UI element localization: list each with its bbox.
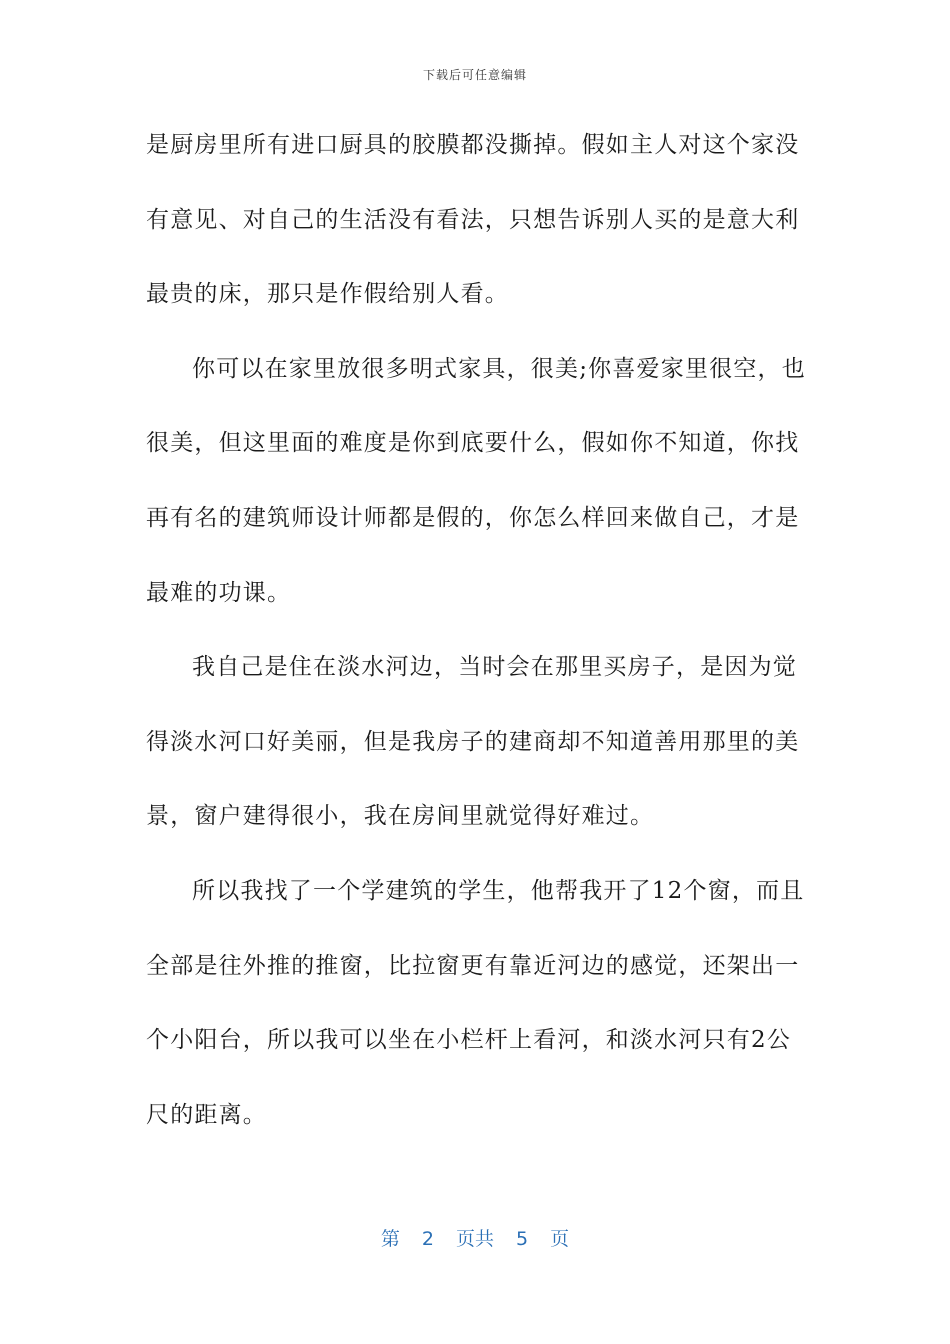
- paragraph-4: [146, 854, 806, 1152]
- text-line: 你可以在家里放很多明式家具，很美;你喜爱家里很空，也: [192, 355, 806, 382]
- text-line: 尺的距离。: [146, 1101, 267, 1128]
- text-line: 最难的功课。: [146, 579, 292, 606]
- text-line: 个小阳台，所以我可以坐在小栏杆上看河，和淡水河只有2公: [146, 1027, 792, 1054]
- paragraph-2: [146, 332, 806, 630]
- page-label-prefix: 第: [380, 1228, 400, 1250]
- paragraph-3: [146, 630, 806, 854]
- current-page-number: 2: [421, 1228, 434, 1250]
- document-body: [146, 108, 806, 1152]
- text-line: 所以我找了一个学建筑的学生，他帮我开了12个窗，而且: [192, 877, 805, 904]
- page-label-mid: 页共: [455, 1228, 494, 1250]
- text-line: 景，窗户建得很小，我在房间里就觉得好难过。: [146, 803, 655, 830]
- text-line: 是厨房里所有进口厨具的胶膜都没撕掉。假如主人对这个家没: [146, 132, 800, 158]
- page-header: 下载后可任意编辑: [422, 68, 527, 82]
- page-label-suffix: 页: [550, 1228, 570, 1250]
- text-line: 得淡水河口好美丽，但是我房子的建商却不知道善用那里的美: [146, 728, 800, 755]
- text-line: 有意见、对自己的生活没有看法，只想告诉别人买的是意大利: [146, 206, 800, 233]
- text-line: 最贵的床，那只是作假给别人看。: [146, 281, 509, 308]
- paragraph-1: [146, 108, 806, 332]
- page-footer: [0, 1224, 950, 1251]
- total-pages-number: 5: [516, 1228, 529, 1250]
- text-line: 我自己是住在淡水河边，当时会在那里买房子，是因为觉: [192, 654, 797, 681]
- text-line: 再有名的建筑师设计师都是假的，你怎么样回来做自己，才是: [146, 504, 800, 531]
- text-line: 全部是往外推的推窗，比拉窗更有靠近河边的感觉，还架出一: [146, 952, 800, 979]
- text-line: 很美，但这里面的难度是你到底要什么，假如你不知道，你找: [146, 430, 800, 457]
